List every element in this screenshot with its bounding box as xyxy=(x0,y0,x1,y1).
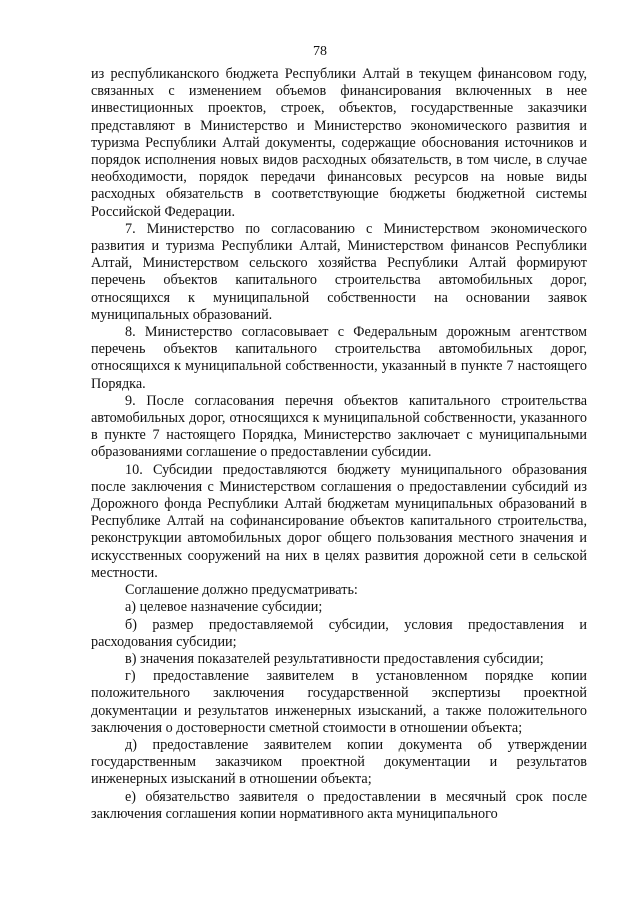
paragraph-subitem-v: в) значения показателей результативности предоставления субсидии; xyxy=(125,650,544,667)
paragraph-agreement-intro: Соглашение должно предусматривать: xyxy=(125,582,358,599)
paragraph-subitem-a: а) целевое назначение субсидии; xyxy=(125,599,323,616)
paragraph-item-8: 8. Министерство согласовывает с Федеральным дорожным агентством перечень объектов капитального строительства автомобильных дорог, относящихся к муниципальной собственности, указанный в пункте 7 настоящего Порядка. xyxy=(91,324,587,392)
paragraph-subitem-e: е) обязательство заявителя о предоставлении в месячный срок после заключения соглашения копии нормативного акта муниципального xyxy=(91,788,587,822)
paragraph-item-7: 7. Министерство по согласованию с Министерством экономического развития и туризма Республики Алтай, Министерством финансов Республики Алтай, Министерством сельского хозяйства Республики Алтай формируют перечень объектов капитального строительства автомобильных дорог, относящихся к муниципальной собственности на основании заявок муниципальных образований. xyxy=(91,220,587,323)
paragraph-subitem-g: г) предоставление заявителем в установленном порядке копии положительного заключения государственной экспертизы проектной документации и результатов инженерных изысканий, а также положительного заключения о достоверности сметной стоимости в отношении объекта; xyxy=(91,668,587,736)
paragraph-subitem-d: д) предоставление заявителем копии документа об утверждении государственным заказчиком проектной документации и результатов инженерных изысканий в отношении объекта; xyxy=(91,736,587,788)
paragraph-item-9: 9. После согласования перечня объектов капитального строительства автомобильных дорог, относящихся к муниципальной собственности, указанного в пункте 7 настоящего Порядка, Министерство заключает с муниципальными образованиями соглашение о предоставлении субсидии. xyxy=(91,392,587,461)
document-body xyxy=(91,66,587,823)
paragraph-subitem-b: б) размер предоставляемой субсидии, условия предоставления и расходования субсидии; xyxy=(91,616,587,650)
paragraph-continuation: из республиканского бюджета Республики Алтай в текущем финансовом году, связанных с изменением объемов финансирования включенных в нее инвестиционных проектов, строек, объектов, государственные заказчики представляют в Министерство и Министерство экономического развития и туризма Республики Алтай документы, содержащие обоснования источников и порядок исполнения новых видов расходных обязательств, в том числе, в случае необходимости, порядок передачи финансовых ресурсов на новые виды расходных обязательств в соответствующие бюджеты бюджетной системы Российской Федерации. xyxy=(91,66,587,220)
paragraph-item-10: 10. Субсидии предоставляются бюджету муниципального образования после заключения с Министерством соглашения о предоставлении субсидий из Дорожного фонда Республики Алтай бюджетам муниципальных образований в Республике Алтай на софинансирование объектов капитального строительства, реконструкции автомобильных дорог общего пользования местного значения и искусственных сооружений на них в целях развития дорожной сети в сельской местности. xyxy=(91,461,587,581)
page-number: 78 xyxy=(313,44,327,59)
